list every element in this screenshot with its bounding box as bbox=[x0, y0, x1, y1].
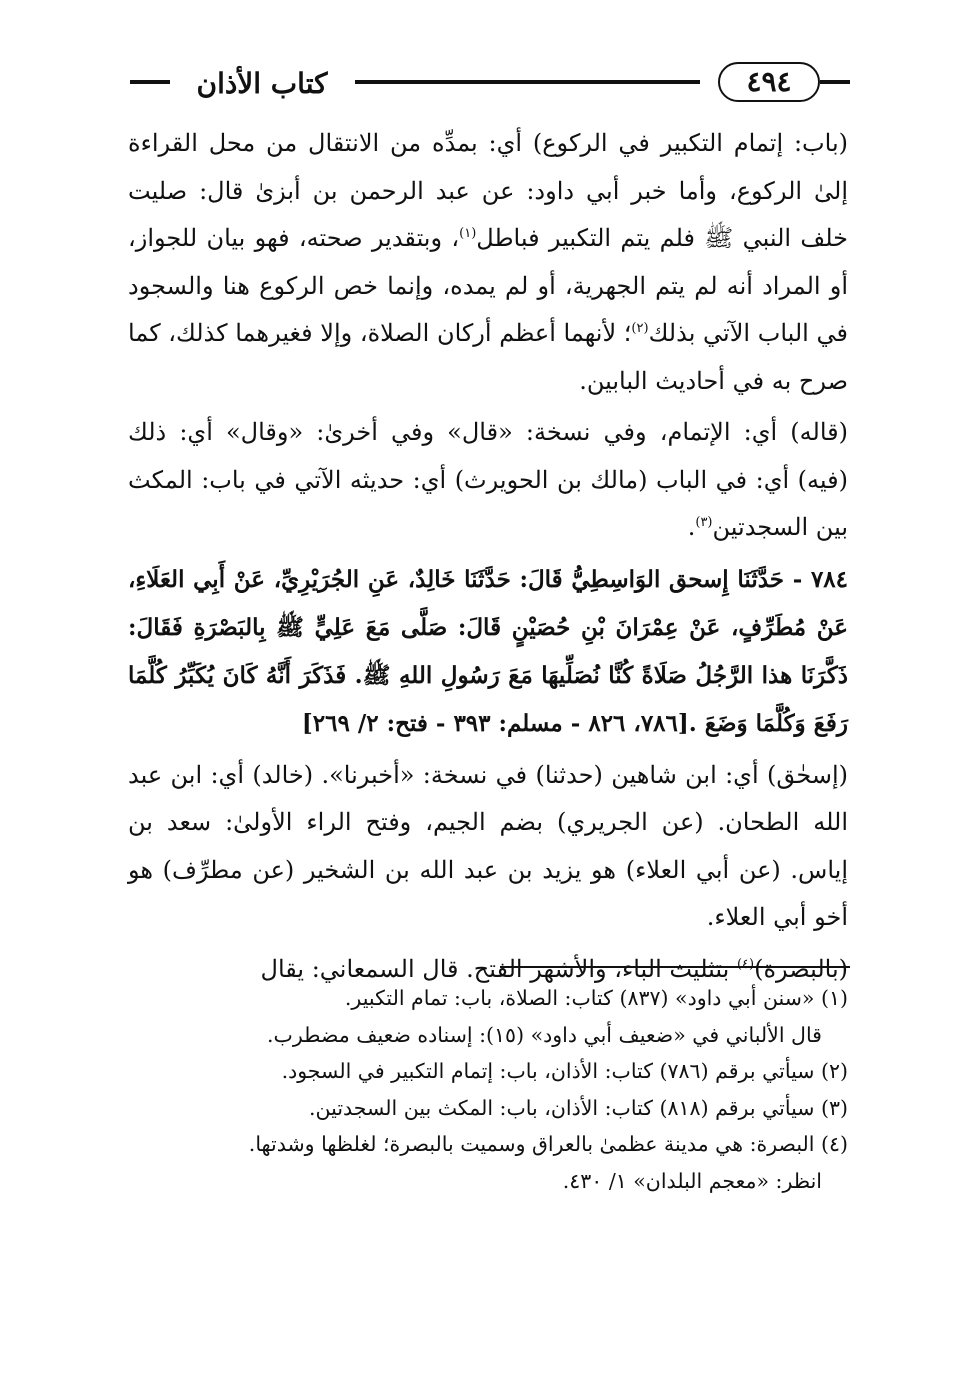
paragraph-text: بتثليث الباء، والأشهر الفتح. قال السمعاني: يقال bbox=[260, 954, 737, 983]
paragraph-text: (بالبصرة) bbox=[754, 954, 848, 983]
footnote-4-continuation: انظر: «معجم البلدان» ١/ ٤٣٠. bbox=[562, 1168, 822, 1193]
footnote-ref[interactable]: (٤) bbox=[736, 956, 755, 972]
footnote-1-continuation: قال الألباني في «ضعيف أبي داود» (١٥): إسناده ضعيف مضطرب. bbox=[267, 1022, 822, 1047]
header-rule-right bbox=[820, 80, 850, 84]
footnotes bbox=[128, 980, 848, 1199]
page-header bbox=[130, 58, 850, 114]
page-number: ٤٩٤ bbox=[718, 62, 820, 102]
footnote-ref[interactable]: (٢) bbox=[631, 321, 649, 336]
paragraph-text: ، وبتقدير صحته، فهو بيان للجواز، أو المراد أنه لم يتم الجهرية، أو لم يمده، وإنما خص الركوع هنا والسجود في الباب الآتي بذلك bbox=[128, 224, 848, 347]
commentary-paragraph: (إسحٰق) أي: ابن شاهين (حدثنا) في نسخة: «أخبرنا». (خالد) أي: ابن عبد الله الطحان. (عن الجريري) بضم الجيم، وفتح الراء الأولىٰ: سعد بن إياس. (عن أبي العلاء) هو يزيد بن عبد الله بن الشخير (عن مطرِّف) هو أخو أبي العلاء. bbox=[128, 760, 848, 931]
paragraph-text: . bbox=[687, 513, 696, 541]
footnote-ref[interactable]: (٣) bbox=[695, 515, 713, 530]
hadith-text: ٧٨٤ - حَدَّثَنَا إِسحق الوَاسِطِيُّ قَالَ: حَدَّثَنَا خَالِدٌ، عَنِ الجُرَيْرِيِّ، عَنْ أَبِي العَلَاءِ، عَنْ مُطَرِّفٍ، عَنْ عِمْرَانَ بْنِ حُصَيْنٍ قَالَ: صَلَّى مَعَ عَلِيٍّ ﷺ بِالبَصْرَةِ فَقَالَ: ذَكَّرَنَا هذا الرَّجُلُ صَلَاةً كُنَّا نُصَلِّيهَا مَعَ رَسُولِ اللهِ ﷺ. فَذَكَرَ أَنَّهُ كَانَ يُكَبِّرُ كُلَّمَا رَفَعَ وَكُلَّمَا وَضَعَ .[٧٨٦، ٨٢٦ - مسلم: ٣٩٣ - فتح: ٢/ ٢٦٩] bbox=[128, 565, 848, 737]
header-rule-middle bbox=[355, 80, 700, 84]
header-rule-left bbox=[130, 80, 170, 84]
book-title: كتاب الأذان bbox=[196, 67, 328, 100]
footnote-1: (١) «سنن أبي داود» (٨٣٧) كتاب: الصلاة، باب: تمام التكبير. bbox=[344, 986, 848, 1010]
paragraph-qalahu bbox=[128, 409, 848, 552]
paragraph-text: ؛ لأنهما أعظم أركان الصلاة، وإلا فغيرهما كذلك، كما صرح به في أحاديث البابين. bbox=[128, 319, 848, 395]
footnote-separator bbox=[500, 966, 850, 968]
footnote-ref[interactable]: (١) bbox=[459, 226, 477, 241]
footnote-3: (٣) سيأتي برقم (٨١٨) كتاب: الأذان، باب: المكث بين السجدتين. bbox=[309, 1095, 848, 1120]
paragraph-text: (قاله) أي: الإتمام، وفي نسخة: «قال» وفي أخرىٰ: «وقال» أي: ذلك (فيه) أي: في الباب (مالك بن الحويرث) أي: حديثه الآتي في باب: المكث بين السجدتين bbox=[128, 418, 848, 541]
paragraph-text: (باب: إتمام التكبير في الركوع) أي: بمدِّه من الانتقال من محل القراءة إلىٰ الركوع، وأما خبر أبي داود: عن عبد الرحمن بن أبزىٰ قال: صليت خلف النبي ﷺ فلم يتم التكبير فباطل bbox=[128, 129, 849, 252]
paragraph-bab bbox=[128, 120, 848, 405]
main-text bbox=[128, 120, 848, 997]
footnote-2: (٢) سيأتي برقم (٧٨٦) كتاب: الأذان، باب: إتمام التكبير في السجود. bbox=[281, 1059, 848, 1083]
footnote-4: (٤) البصرة: هي مدينة عظمىٰ بالعراق وسميت بالبصرة؛ لغلظها وشدتها. bbox=[248, 1132, 848, 1156]
